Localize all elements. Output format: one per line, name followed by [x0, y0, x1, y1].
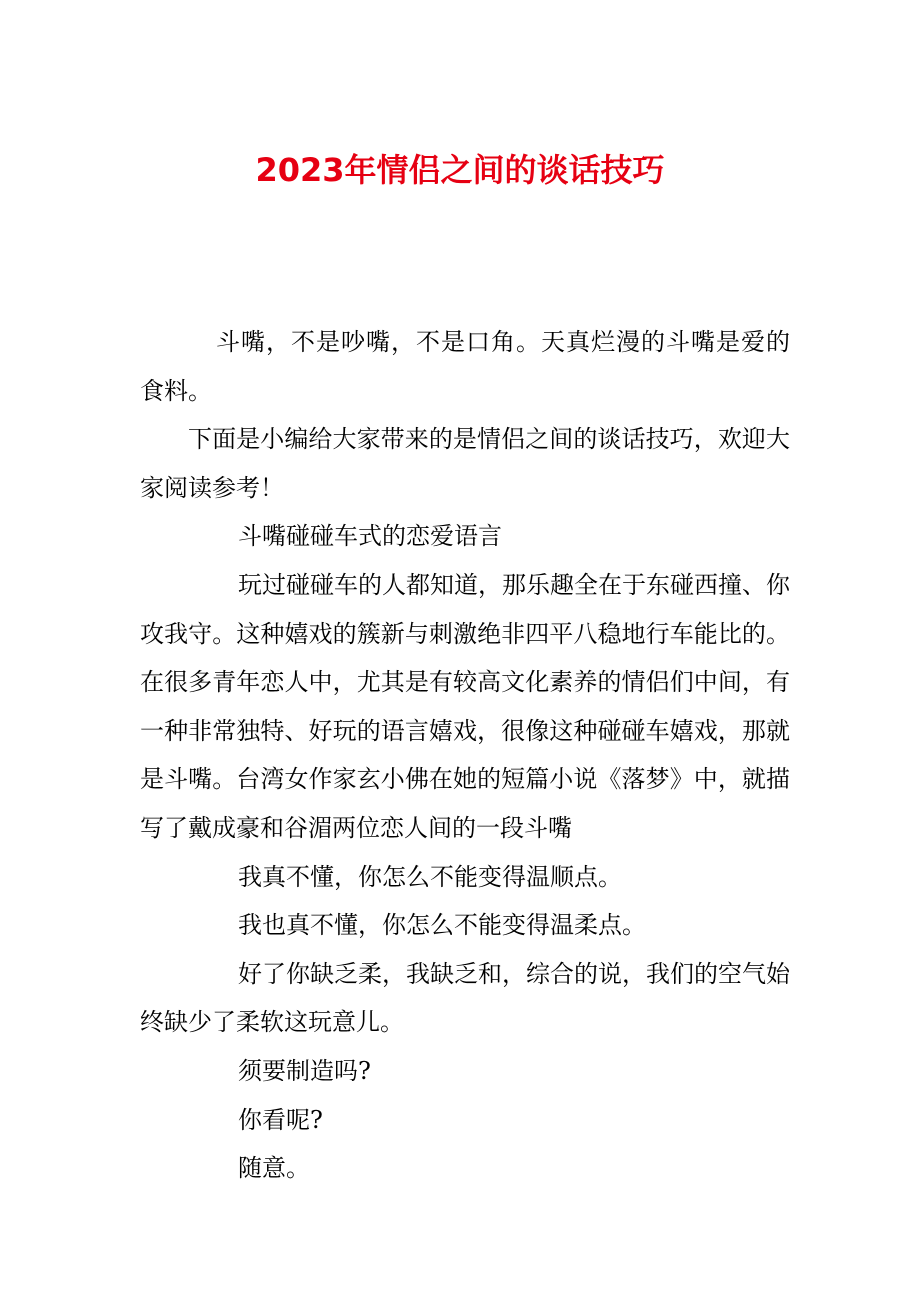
paragraph-intro: 斗嘴，不是吵嘴，不是口角。天真烂漫的斗嘴是爱的食料。	[140, 328, 790, 405]
paragraph-invitation: 下面是小编给大家带来的是情侣之间的谈话技巧，欢迎大家阅读参考！	[140, 425, 790, 502]
dialogue-line: 好了你缺乏柔，我缺乏和，综合的说，我们的空气始终缺少了柔软这玩意儿。	[140, 959, 790, 1037]
paragraph-main: 玩过碰碰车的人都知道，那乐趣全在于东碰西撞、你攻我守。这种嬉戏的簇新与刺激绝非四平八稳地行车能比的。在很多青年恋人中，尤其是有较高文化素养的情侣们中间，有一种非常独特、好玩的语言嬉戏，很像这种碰碰车嬉戏，那就是斗嘴。台湾女作家玄小佛在她的短篇小说《落梦》中，就描写了戴成豪和谷湄两位恋人间的一段斗嘴	[140, 570, 790, 842]
dialogue-line: 我也真不懂，你怎么不能变得温柔点。	[238, 911, 646, 940]
section-heading: 斗嘴碰碰车式的恋爱语言	[238, 522, 502, 551]
dialogue-line: 我真不懂，你怎么不能变得温顺点。	[238, 862, 622, 891]
dialogue-line: 须要制造吗?	[238, 1056, 371, 1085]
document-title: 2023年情侣之间的谈话技巧	[255, 151, 665, 189]
dialogue-line: 你看呢?	[238, 1105, 323, 1134]
document-body	[140, 318, 790, 1193]
dialogue-line: 随意。	[238, 1154, 310, 1183]
